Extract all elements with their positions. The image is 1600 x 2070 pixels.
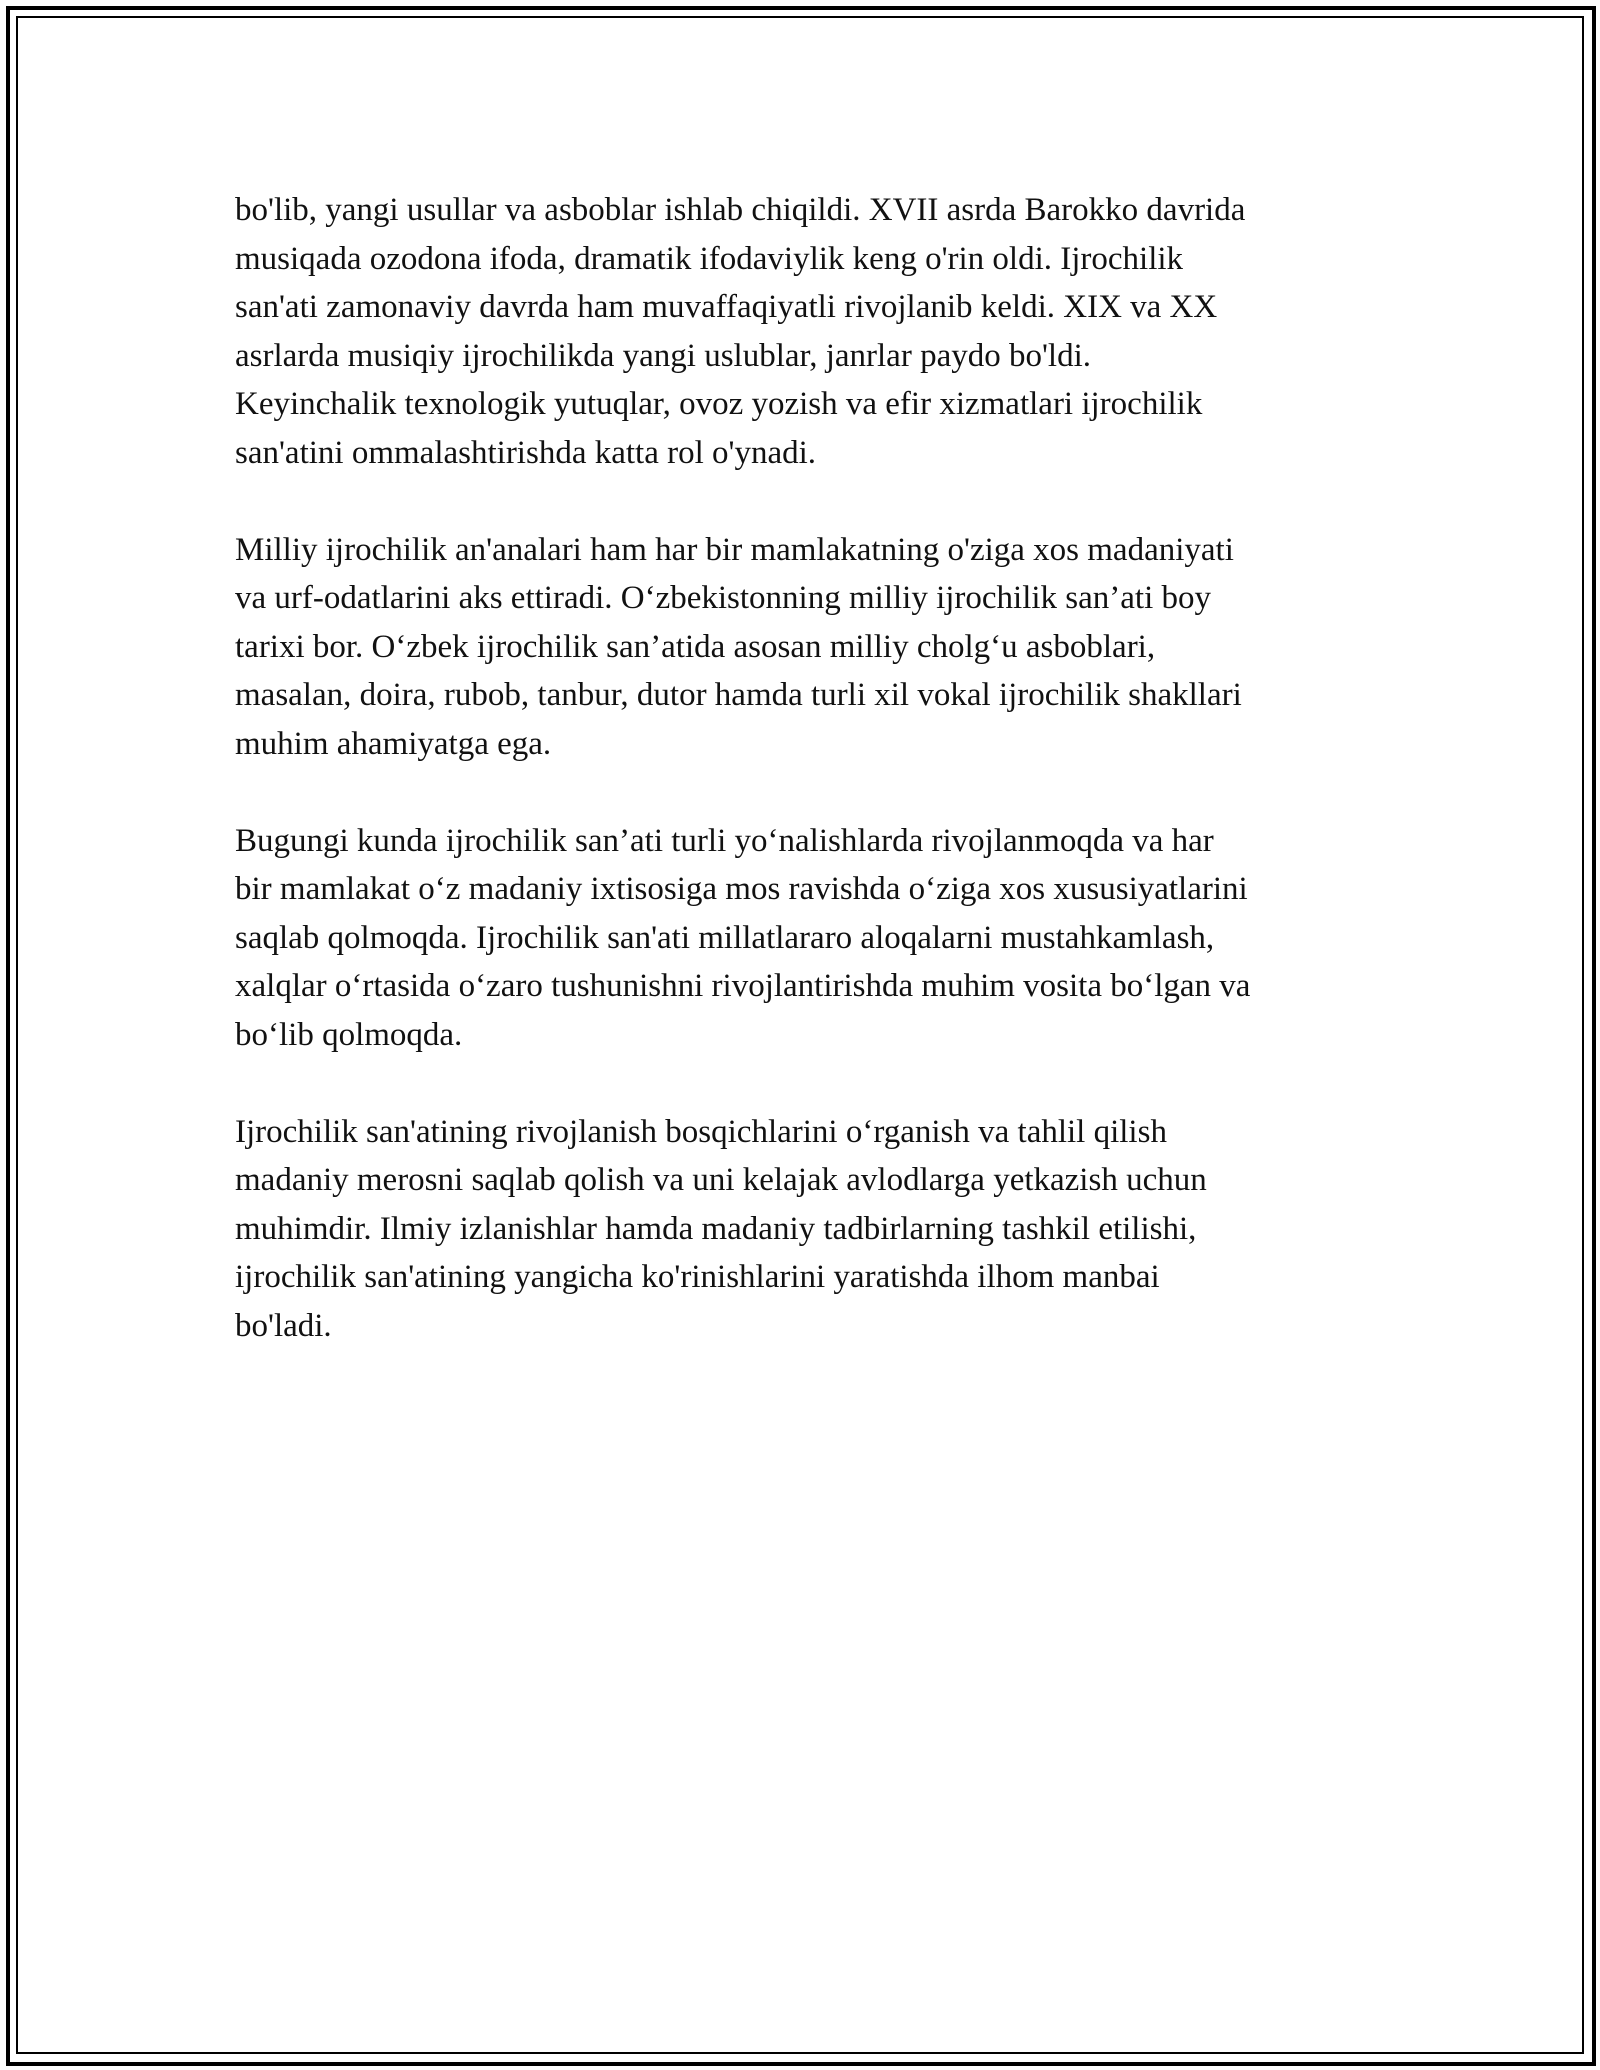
text-line: musiqada ozodona ifoda, dramatik ifodaviylik keng o'rin oldi. Ijrochilik [235,240,1184,277]
text-line: Bugungi kunda ijrochilik san’ati turli yo‘nalishlarda rivojlanmoqda va har [235,822,1214,859]
text-line: bir mamlakat o‘z madaniy ixtisosiga mos ravishda o‘ziga xos xususiyatlarini [235,871,1248,907]
text-line: tarixi bor. O‘zbek ijrochilik san’atida asosan milliy cholg‘u asboblari, [235,628,1156,665]
text-line: Milliy ijrochilik an'analari ham har bir mamlakatning o'ziga xos madaniyati [235,531,1234,568]
text-line: Keyinchalik texnologik yutuqlar, ovoz yozish va efir xizmatlari ijrochilik [235,386,1203,422]
text-line: madaniy merosni saqlab qolish va uni kelajak avlodlarga yetkazish uchun [235,1162,1207,1198]
text-line: muhimdir. Ilmiy izlanishlar hamda madaniy tadbirlarning tashkil etilishi, [235,1210,1197,1247]
document-body [235,186,1365,1399]
paragraph-1 [235,186,1365,477]
text-line: bo‘lib qolmoqda. [235,1016,463,1053]
text-line: bo'ladi. [235,1307,332,1344]
paragraph-4 [235,1108,1365,1351]
text-line: saqlab qolmoqda. Ijrochilik san'ati millatlararo aloqalarni mustahkamlash, [235,919,1215,956]
text-line: san'ati zamonaviy davrda ham muvaffaqiyatli rivojlanib keldi. XIX va XX [235,289,1218,325]
text-line: bo'lib, yangi usullar va asboblar ishlab chiqildi. XVII asrda Barokko davrida [235,192,1246,228]
paragraph-3 [235,817,1365,1060]
text-line: muhim ahamiyatga ega. [235,725,552,762]
paragraph-2 [235,526,1365,769]
text-line: asrlarda musiqiy ijrochilikda yangi uslublar, janrlar paydo bo'ldi. [235,337,1092,374]
text-line: va urf-odatlarini aks ettiradi. O‘zbekistonning milliy ijrochilik san’ati boy [235,580,1212,616]
text-line: ijrochilik san'atining yangicha ko'rinishlarini yaratishda ilhom manbai [235,1259,1160,1295]
text-line: masalan, doira, rubob, tanbur, dutor hamda turli xil vokal ijrochilik shakllari [235,677,1242,713]
text-line: Ijrochilik san'atining rivojlanish bosqichlarini o‘rganish va tahlil qilish [235,1113,1167,1150]
text-line: xalqlar o‘rtasida o‘zaro tushunishni rivojlantirishda muhim vosita bo‘lgan va [235,968,1251,1004]
text-line: san'atini ommalashtirishda katta rol o'ynadi. [235,434,817,471]
